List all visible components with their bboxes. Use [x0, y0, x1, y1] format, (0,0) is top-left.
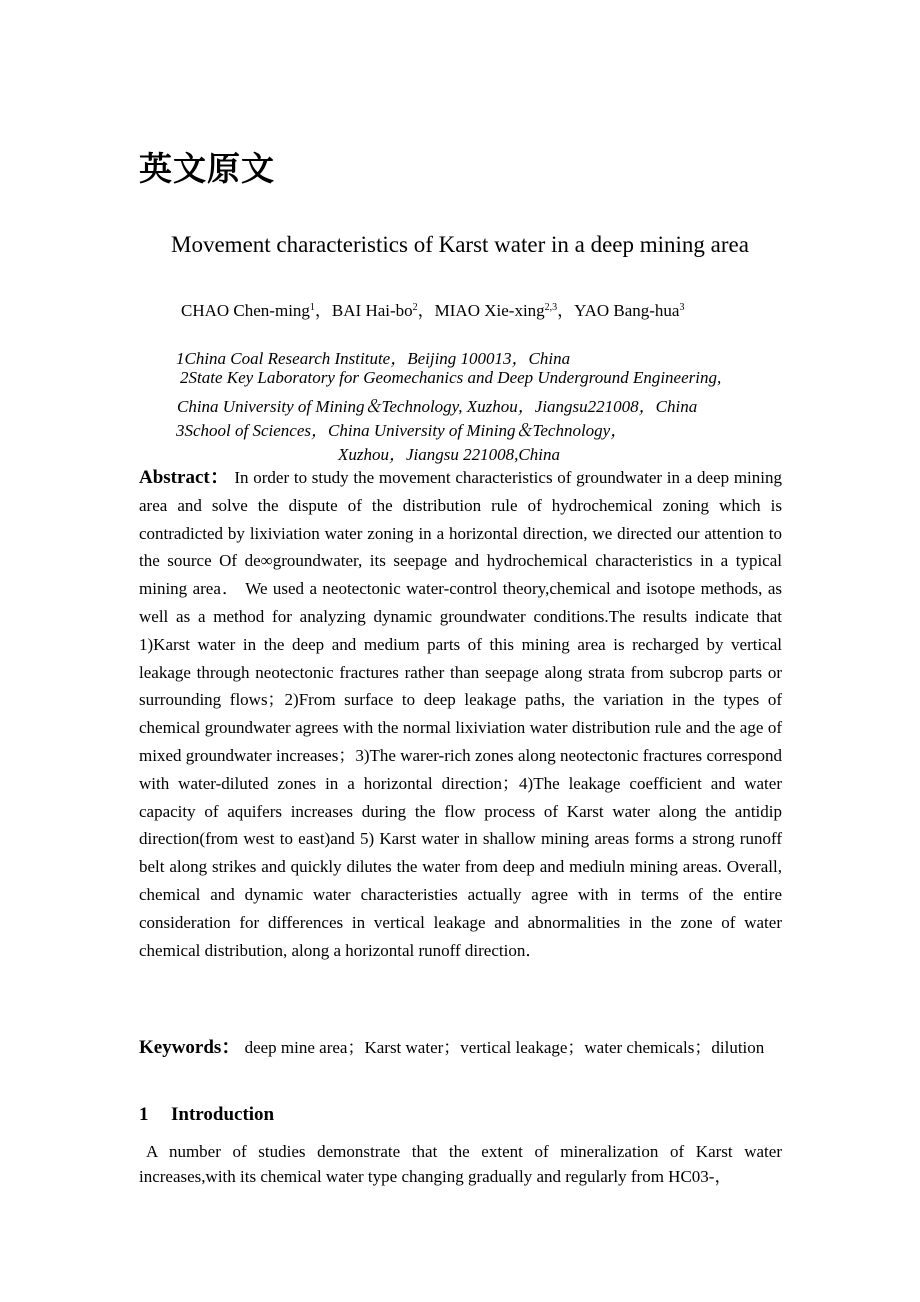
- abstract-text: In order to study the movement characteristics of groundwater in a deep mining area and solve the dispute of the distribution rule of hydrochemical zoning which is contradicted by lixiviation water zoning in a horizontal direction, we directed our attention to the source Of de∞groundwater, its seepage and hydrochemical characteristics in a typical mining area． We used a neotectonic water-control theory,chemical and isotope methods, as well as a method for analyzing dynamic groundwater conditions.The results indicate that 1)Karst water in the deep and medium parts of this mining area is recharged by vertical leakage through neotectonic fractures rather than seepage along strata from subcrop parts or surrounding flows；2)From surface to deep leakage paths, the variation in the types of chemical groundwater agrees with the normal lixiviation water distribution rule and the age of mixed groundwater increases；3)The warer-rich zones along neotectonic fractures correspond with water-diluted zones in a horizontal direction；4)The leakage coefficient and water capacity of aquifers increases during the flow process of Karst water along the antidip direction(from west to east)and 5) Karst water in shallow mining areas forms a strong runoff belt along strikes and quickly dilutes the water from deep and mediuln mining areas. Overall, chemical and dynamic water characteristies actually agree with in terms of the entire consideration for differences in vertical leakage and abnormalities in the zone of water chemical distribution, along a horizontal runoff direction．: [139, 468, 783, 960]
- intro-paragraph: A number of studies demonstrate that the extent of mineralization of Karst water increases,with its chemical water type changing gradually and regularly from HC03-，: [139, 1142, 782, 1186]
- abstract-label: Abstract：: [139, 467, 230, 488]
- author-separator: ，: [557, 301, 575, 320]
- section-title: Introduction: [171, 1104, 275, 1125]
- section-heading: [139, 1104, 274, 1126]
- author-separator: ，: [314, 301, 332, 320]
- keywords: [139, 1030, 782, 1065]
- affiliation-line: China University of Mining＆Technology, Xuzhou，Jiangsu221008，China: [177, 397, 698, 416]
- section-number: 1: [139, 1104, 149, 1125]
- keywords-text: deep mine area；Karst water；vertical leakage；water chemicals；dilution: [244, 1038, 765, 1057]
- author-name: CHAO Chen-ming: [181, 301, 310, 320]
- author-affiliation-mark: 1: [309, 302, 315, 313]
- author-affiliation-mark: 2,3: [544, 302, 558, 313]
- paper-title: Movement characteristics of Karst water in a deep mining area: [171, 232, 749, 257]
- author-name: YAO Bang-hua: [574, 301, 680, 320]
- affiliation-line: Xuzhou，Jiangsu 221008,China: [338, 445, 560, 464]
- author-affiliation-mark: 3: [679, 302, 685, 313]
- author-separator: ，: [417, 301, 435, 320]
- affiliation-line: 2State Key Laboratory for Geomechanics and Deep Underground Engineering,: [180, 368, 722, 387]
- affiliation-line: 1China Coal Research Institute，Beijing 100013，China: [176, 349, 571, 368]
- author-affiliation-mark: 2: [412, 302, 418, 313]
- author-name: BAI Hai-bo: [331, 301, 413, 320]
- author-list: [181, 296, 684, 321]
- affiliation-line: 3School of Sciences，China University of Mining＆Technology，: [176, 421, 628, 440]
- author-name: MIAO Xie-xing: [434, 301, 545, 320]
- chinese-heading: 英文原文: [139, 149, 275, 188]
- abstract: [139, 464, 782, 964]
- keywords-label: Keywords：: [139, 1037, 241, 1058]
